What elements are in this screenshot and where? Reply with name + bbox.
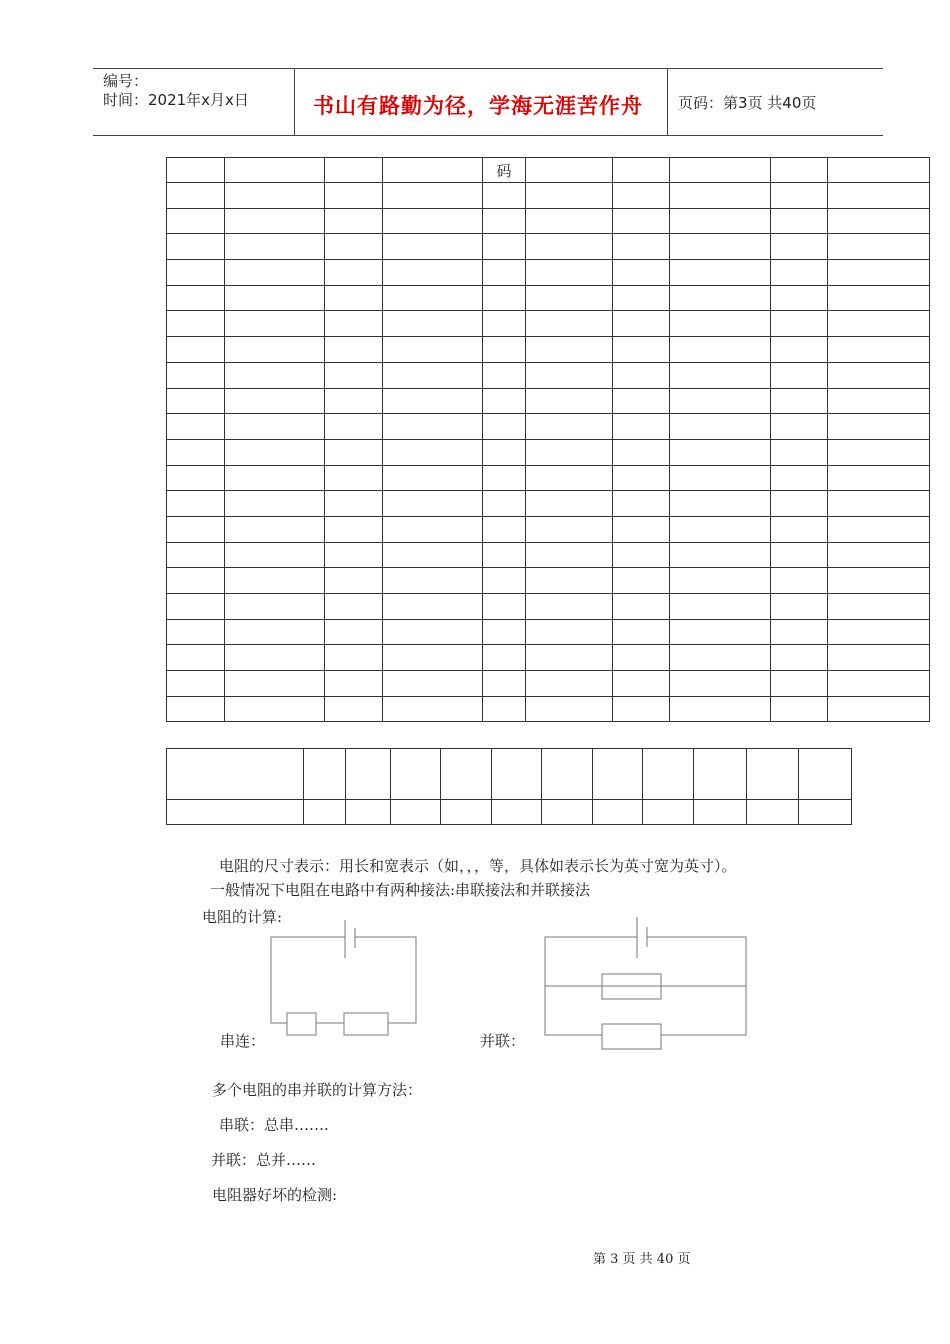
- table-row: [167, 260, 930, 286]
- footer-page-number: 第 3 页 共 40 页: [593, 1252, 691, 1267]
- document-number-label: 编号：: [103, 72, 149, 90]
- table-cell: [225, 337, 325, 363]
- table-cell: [167, 208, 225, 234]
- header-bottom-rule: [93, 135, 883, 136]
- table-cell: [613, 414, 670, 440]
- table-cell: [167, 234, 225, 260]
- table-cell: [526, 671, 613, 697]
- table-cell: [526, 183, 613, 209]
- table-cell: [325, 516, 383, 542]
- table-row: [167, 645, 930, 671]
- table-cell: [526, 568, 613, 594]
- table-cell: [526, 594, 613, 620]
- table-cell: [167, 542, 225, 568]
- table-cell: [225, 234, 325, 260]
- table-cell: [771, 260, 828, 286]
- table-cell: [225, 542, 325, 568]
- table-cell: [383, 260, 483, 286]
- table-cell: [325, 568, 383, 594]
- table-cell: [383, 594, 483, 620]
- table-cell: [383, 414, 483, 440]
- table-cell: [526, 439, 613, 465]
- table-cell: [325, 388, 383, 414]
- table-cell: [613, 337, 670, 363]
- table-cell: [670, 311, 771, 337]
- table-cell: [526, 285, 613, 311]
- table-cell: [613, 516, 670, 542]
- table-cell: [167, 568, 225, 594]
- table-cell: [613, 696, 670, 722]
- table-cell: [670, 285, 771, 311]
- table-cell: [167, 337, 225, 363]
- table-cell: [325, 619, 383, 645]
- table-cell: [383, 285, 483, 311]
- table-cell: [613, 439, 670, 465]
- table-cell: [383, 362, 483, 388]
- table-cell: [771, 542, 828, 568]
- table-cell: [167, 696, 225, 722]
- table-cell: [828, 285, 930, 311]
- table-cell: [828, 260, 930, 286]
- table-cell: [613, 465, 670, 491]
- table-row: [167, 183, 930, 209]
- table-cell: [325, 414, 383, 440]
- table-row: [167, 671, 930, 697]
- table-cell: [325, 491, 383, 517]
- table-cell: [613, 388, 670, 414]
- table-cell: [483, 465, 526, 491]
- table-cell: [771, 696, 828, 722]
- table-cell: [483, 671, 526, 697]
- table-cell: [771, 388, 828, 414]
- table-cell: [383, 234, 483, 260]
- table-row: [167, 696, 930, 722]
- table-cell: [771, 671, 828, 697]
- table-cell: [483, 696, 526, 722]
- table-cell: [828, 465, 930, 491]
- table-cell: [526, 645, 613, 671]
- table-cell: [167, 491, 225, 517]
- table-cell: [167, 645, 225, 671]
- table-cell: [613, 594, 670, 620]
- table-cell: [670, 491, 771, 517]
- table-cell: [613, 619, 670, 645]
- table-cell: [670, 414, 771, 440]
- table-cell: [526, 208, 613, 234]
- table-cell: [325, 234, 383, 260]
- detection-heading: 电阻器好坏的检测:: [212, 1186, 338, 1204]
- table-cell: [483, 183, 526, 209]
- table-row: [167, 594, 930, 620]
- table-cell: [225, 491, 325, 517]
- table-cell: [325, 260, 383, 286]
- table-cell: [167, 183, 225, 209]
- table-cell: [828, 645, 930, 671]
- table-row: [167, 542, 930, 568]
- table-row: [167, 516, 930, 542]
- header-divider-left: [294, 68, 295, 136]
- table-row: [167, 285, 930, 311]
- parallel-formula: 并联：总并……: [211, 1151, 317, 1169]
- table-cell: [828, 158, 930, 183]
- table-row: [167, 208, 930, 234]
- table-cell: [526, 260, 613, 286]
- table-cell: [225, 439, 325, 465]
- table-cell: [225, 619, 325, 645]
- table-cell: [383, 439, 483, 465]
- parallel-circuit-diagram: [540, 914, 755, 1054]
- table-cell: [771, 439, 828, 465]
- table-cell: [225, 696, 325, 722]
- table-cell: [483, 388, 526, 414]
- table-cell: [383, 491, 483, 517]
- table-cell: [325, 439, 383, 465]
- resistor-table: [166, 157, 930, 722]
- table-cell: [225, 183, 325, 209]
- table-cell: [483, 260, 526, 286]
- table-cell: [526, 311, 613, 337]
- table-cell: [225, 645, 325, 671]
- table-cell: [325, 594, 383, 620]
- table-cell: [325, 671, 383, 697]
- table-cell: [828, 414, 930, 440]
- table-row: [167, 749, 852, 800]
- table-cell: [670, 594, 771, 620]
- table-row: [167, 465, 930, 491]
- table-cell: [483, 285, 526, 311]
- table-cell: [613, 491, 670, 517]
- table-cell: [383, 183, 483, 209]
- series-circuit-diagram: [265, 918, 425, 1043]
- table-cell: [167, 619, 225, 645]
- table-cell: [167, 362, 225, 388]
- table-row: [167, 234, 930, 260]
- table-cell: [325, 183, 383, 209]
- table-cell: [771, 362, 828, 388]
- table-cell: [670, 439, 771, 465]
- header-top-rule: [93, 68, 883, 69]
- table-cell: [526, 414, 613, 440]
- table-cell: [225, 465, 325, 491]
- table-cell: [670, 696, 771, 722]
- table-cell: [771, 568, 828, 594]
- table-cell: [383, 158, 483, 183]
- table-cell: [167, 439, 225, 465]
- table-cell: [670, 388, 771, 414]
- table-cell: [526, 542, 613, 568]
- connection-description: 一般情况下电阻在电路中有两种接法:串联接法和并联接法: [210, 881, 591, 899]
- table-cell: [325, 465, 383, 491]
- table-cell: [167, 516, 225, 542]
- table-cell: [828, 594, 930, 620]
- table-cell: [526, 362, 613, 388]
- table-cell: [225, 671, 325, 697]
- table-cell: [613, 285, 670, 311]
- series-formula: 串联：总串…….: [219, 1116, 329, 1134]
- table-cell: [771, 337, 828, 363]
- table-row: [167, 414, 930, 440]
- table-cell: [771, 311, 828, 337]
- table-cell: [167, 671, 225, 697]
- table-cell: [225, 208, 325, 234]
- table-cell: [483, 414, 526, 440]
- table-row: [167, 568, 930, 594]
- table-cell: [383, 516, 483, 542]
- table-cell: [225, 158, 325, 183]
- table-cell: [670, 337, 771, 363]
- table-cell: [383, 696, 483, 722]
- table-cell: [613, 234, 670, 260]
- table-cell: [771, 208, 828, 234]
- table-cell: [828, 208, 930, 234]
- table-cell: [828, 491, 930, 517]
- table-cell: [526, 388, 613, 414]
- table-cell: [670, 542, 771, 568]
- table-row: [167, 619, 930, 645]
- table-cell: [771, 491, 828, 517]
- table-cell: [828, 362, 930, 388]
- table-cell: [167, 465, 225, 491]
- table-cell: [670, 260, 771, 286]
- table-cell: [771, 465, 828, 491]
- table-cell: [383, 208, 483, 234]
- table-cell: [483, 594, 526, 620]
- table-cell: [225, 388, 325, 414]
- table-cell: [325, 645, 383, 671]
- document-time-label: 时间：2021年x月x日: [103, 91, 249, 109]
- table-cell: [325, 311, 383, 337]
- table-cell: [828, 619, 930, 645]
- table-cell: [483, 542, 526, 568]
- table-cell: [670, 619, 771, 645]
- table-cell: [383, 388, 483, 414]
- table-cell: [613, 208, 670, 234]
- table-cell: [225, 414, 325, 440]
- table-cell: [771, 594, 828, 620]
- table-cell: [771, 158, 828, 183]
- table-cell: [383, 671, 483, 697]
- table-cell: [771, 645, 828, 671]
- table-cell: [828, 516, 930, 542]
- table-cell: [167, 285, 225, 311]
- table-cell: [167, 388, 225, 414]
- table-cell: [325, 542, 383, 568]
- table-cell: [383, 568, 483, 594]
- secondary-table: [166, 748, 852, 825]
- table-row: [167, 337, 930, 363]
- table-cell: [483, 491, 526, 517]
- table-cell: [670, 183, 771, 209]
- table-cell: [828, 311, 930, 337]
- table-cell: [383, 465, 483, 491]
- table-cell: [613, 158, 670, 183]
- motto-text: 书山有路勤为径，学海无涯苦作舟: [313, 94, 643, 118]
- table-cell: [225, 568, 325, 594]
- parallel-label: 并联：: [480, 1032, 526, 1050]
- table-cell: [325, 337, 383, 363]
- table-cell: [483, 234, 526, 260]
- table-cell: [225, 285, 325, 311]
- table-cell: [167, 311, 225, 337]
- table-cell: [167, 260, 225, 286]
- calculation-heading: 电阻的计算:: [202, 908, 283, 926]
- table-cell: [613, 568, 670, 594]
- table-cell: [383, 311, 483, 337]
- table-cell: [383, 542, 483, 568]
- table-cell: [613, 542, 670, 568]
- table-cell: [225, 516, 325, 542]
- table-cell: [526, 337, 613, 363]
- table-cell: [383, 619, 483, 645]
- table-cell: [828, 671, 930, 697]
- table-cell: [771, 619, 828, 645]
- table-cell: [325, 208, 383, 234]
- table-row: [167, 311, 930, 337]
- table-cell: [613, 645, 670, 671]
- table-cell: [225, 362, 325, 388]
- table-cell: [483, 516, 526, 542]
- table-cell: [526, 516, 613, 542]
- table-cell: [670, 158, 771, 183]
- table-cell: [828, 337, 930, 363]
- table-cell: [483, 568, 526, 594]
- table-cell: [771, 516, 828, 542]
- table-cell: [670, 516, 771, 542]
- table-cell: [325, 362, 383, 388]
- table-cell: [670, 234, 771, 260]
- table-cell: [828, 542, 930, 568]
- table-cell: [483, 337, 526, 363]
- table-cell: [771, 234, 828, 260]
- table-cell: [670, 362, 771, 388]
- table-cell: [483, 619, 526, 645]
- table-header-cell: 码: [483, 158, 526, 183]
- size-description: 电阻的尺寸表示：用长和宽表示（如，，，等，具体如表示长为英寸宽为英寸）。: [219, 857, 737, 875]
- table-row: [167, 158, 930, 183]
- table-cell: [483, 645, 526, 671]
- table-cell: [325, 696, 383, 722]
- table-cell: [670, 671, 771, 697]
- table-cell: [483, 208, 526, 234]
- table-cell: [670, 208, 771, 234]
- table-cell: [828, 183, 930, 209]
- table-cell: [225, 594, 325, 620]
- table-cell: [483, 311, 526, 337]
- table-row: [167, 439, 930, 465]
- table-cell: [771, 414, 828, 440]
- table-cell: [383, 337, 483, 363]
- table-cell: [613, 183, 670, 209]
- table-cell: [526, 234, 613, 260]
- table-cell: [526, 696, 613, 722]
- table-cell: [771, 183, 828, 209]
- table-row: [167, 362, 930, 388]
- table-cell: [613, 671, 670, 697]
- table-cell: [670, 645, 771, 671]
- table-cell: [167, 594, 225, 620]
- table-cell: [167, 158, 225, 183]
- table-cell: [167, 414, 225, 440]
- table-cell: [828, 234, 930, 260]
- table-cell: [526, 491, 613, 517]
- table-cell: [613, 311, 670, 337]
- table-row: [167, 491, 930, 517]
- table-cell: [670, 465, 771, 491]
- table-cell: [225, 311, 325, 337]
- table-cell: [325, 285, 383, 311]
- table-cell: [526, 465, 613, 491]
- table-cell: [828, 696, 930, 722]
- table-cell: [771, 285, 828, 311]
- table-cell: [613, 260, 670, 286]
- table-cell: [526, 619, 613, 645]
- table-cell: [483, 439, 526, 465]
- table-cell: [828, 568, 930, 594]
- table-cell: [526, 158, 613, 183]
- table-cell: [828, 439, 930, 465]
- table-cell: [325, 158, 383, 183]
- table-cell: [483, 362, 526, 388]
- table-cell: [670, 568, 771, 594]
- header-divider-right: [667, 68, 668, 136]
- table-cell: [828, 388, 930, 414]
- table-cell: [225, 260, 325, 286]
- table-cell: [383, 645, 483, 671]
- series-label: 串连：: [220, 1032, 266, 1050]
- page-indicator: 页码：第3页 共40页: [678, 94, 817, 112]
- table-row: [167, 800, 852, 825]
- table-row: [167, 388, 930, 414]
- method-heading: 多个电阻的串并联的计算方法：: [212, 1081, 423, 1099]
- table-cell: [613, 362, 670, 388]
